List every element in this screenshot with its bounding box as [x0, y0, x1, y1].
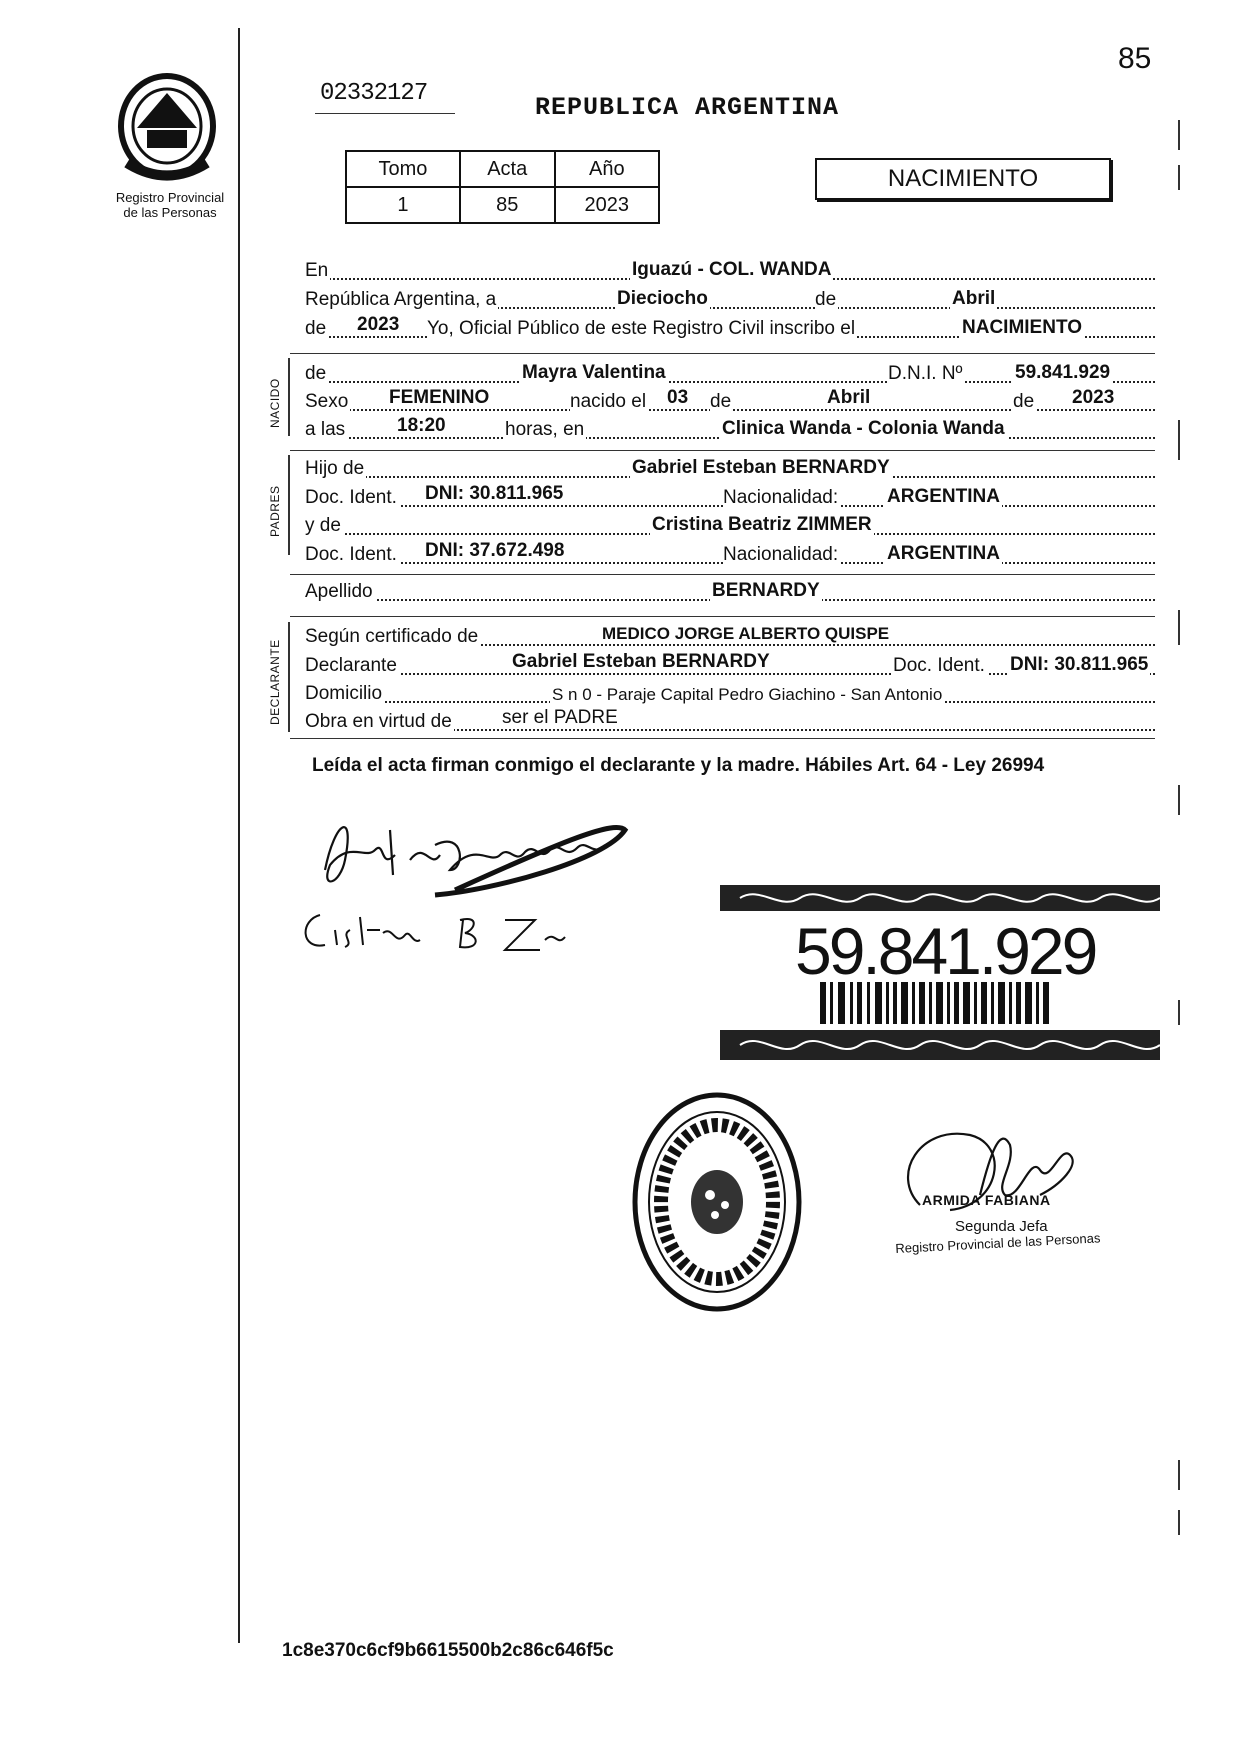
- separator-4: [290, 616, 1155, 617]
- birth-day: 03: [667, 387, 689, 408]
- y-de-label: y de: [305, 515, 341, 536]
- dni-sticker: [720, 885, 1160, 1065]
- provincial-seal-logo: [112, 68, 222, 188]
- birth-year: 2023: [1072, 387, 1115, 408]
- republica-label: República Argentina, a: [305, 289, 497, 310]
- nacido-line-3: [305, 415, 1155, 443]
- value-ano: 2023: [555, 187, 659, 223]
- official-signature: [890, 1115, 1090, 1225]
- right-margin-mark-5: [1178, 785, 1180, 815]
- declarante-bracket: [288, 622, 290, 732]
- document-hash: 1c8e370c6cf9b6615500b2c86c646f5c: [282, 1640, 614, 1661]
- doc1-label: Doc. Ident.: [305, 487, 397, 508]
- value-acta: 85: [460, 187, 555, 223]
- month-words: Abril: [952, 288, 996, 309]
- sexo-label: Sexo: [305, 391, 349, 412]
- registry-line2: de las Personas: [123, 205, 217, 220]
- domicilio-value: S n 0 - Paraje Capital Pedro Giachino - San Antonio: [552, 685, 943, 704]
- padres-bracket: [288, 455, 290, 555]
- signature-gabriel: [315, 800, 635, 910]
- act-type-box: [815, 158, 1111, 200]
- padres-line-3: [305, 514, 1155, 539]
- page-number: 85: [1118, 42, 1152, 75]
- sticker-dni-number: 59.841.929: [795, 914, 1096, 988]
- separator-5: [290, 738, 1155, 739]
- de-name-label: de: [305, 363, 327, 384]
- padres-line-1: [305, 457, 1155, 482]
- official-role: Segunda Jefa: [955, 1218, 1048, 1235]
- mother-doc: DNI: 37.672.498: [425, 540, 565, 561]
- right-margin-mark-8: [1178, 1510, 1180, 1535]
- right-margin-mark-2: [1178, 165, 1180, 190]
- official-name: ARMIDA FABIANA: [922, 1192, 1051, 1208]
- mother-nationality: ARGENTINA: [887, 543, 1000, 564]
- padres-line-4: [305, 540, 1155, 568]
- de-year-label: de: [1013, 391, 1035, 412]
- decl-line-4: [305, 707, 1155, 735]
- apellido-line: [305, 580, 1155, 605]
- right-margin-mark-1: [1178, 120, 1180, 150]
- year: 2023: [357, 314, 400, 335]
- official-stamp: [630, 1090, 805, 1315]
- a-las-label: a las: [305, 419, 346, 440]
- intro-line-3: [305, 314, 1155, 342]
- header-tomo: Tomo: [346, 151, 460, 187]
- apellido-value: BERNARDY: [712, 580, 820, 601]
- event: NACIMIENTO: [962, 317, 1082, 338]
- header-ano: Año: [555, 151, 659, 187]
- separator-2: [290, 450, 1155, 451]
- signature-cristina: [295, 895, 575, 965]
- header-acta: Acta: [460, 151, 555, 187]
- padres-line-2: [305, 483, 1155, 511]
- dni-label: D.N.I. Nº: [888, 363, 963, 384]
- intro-line-1: [305, 259, 1155, 284]
- domicilio-label: Domicilio: [305, 683, 383, 704]
- left-margin-line: [238, 28, 240, 1643]
- declarante-label: Declarante: [305, 655, 397, 676]
- right-margin-mark-3: [1178, 420, 1180, 460]
- de-label: de: [815, 289, 837, 310]
- apellido-label: Apellido: [305, 581, 373, 602]
- value-tomo: 1: [346, 187, 460, 223]
- nac1-label: Nacionalidad:: [723, 487, 839, 508]
- decl-line-3: [305, 685, 1155, 707]
- nacido-el-label: nacido el: [570, 391, 647, 412]
- father-doc: DNI: 30.811.965: [425, 483, 564, 504]
- closing-text: Leída el acta firman conmigo el declarante y la madre. Hábiles Art. 64 - Ley 26994: [312, 755, 1045, 776]
- intro-text: Yo, Oficial Público de este Registro Civil inscribo el: [427, 318, 856, 339]
- birth-time: 18:20: [397, 415, 446, 436]
- de-month-label: de: [710, 391, 732, 412]
- serial-number: 02332127: [320, 80, 428, 107]
- place: Iguazú - COL. WANDA: [632, 259, 832, 280]
- nacido-section-label: NACIDO: [268, 378, 282, 428]
- separator-3: [290, 574, 1155, 575]
- serial-underline: [315, 113, 455, 114]
- country-title: REPUBLICA ARGENTINA: [535, 93, 840, 122]
- record-table: [345, 150, 660, 224]
- nacido-line-1: [305, 362, 1155, 387]
- nac2-label: Nacionalidad:: [723, 544, 839, 565]
- hijo-de-label: Hijo de: [305, 458, 365, 479]
- decl-line-1: [305, 624, 1155, 650]
- sexo: FEMENINO: [389, 387, 490, 408]
- right-margin-mark-7: [1178, 1460, 1180, 1490]
- birth-place: Clinica Wanda - Colonia Wanda: [722, 418, 1005, 439]
- doc2-label: Doc. Ident.: [305, 544, 397, 565]
- registry-name: [90, 190, 250, 220]
- act-type: NACIMIENTO: [887, 165, 1039, 192]
- father-nationality: ARGENTINA: [887, 486, 1000, 507]
- day-words: Dieciocho: [617, 288, 708, 309]
- mother-name: Cristina Beatriz ZIMMER: [652, 514, 872, 535]
- padres-section-label: PADRES: [268, 485, 282, 537]
- obra-value: ser el PADRE: [502, 707, 618, 728]
- birth-month: Abril: [827, 387, 871, 408]
- official-org: Registro Provincial de las Personas: [895, 1230, 1101, 1256]
- nacido-line-2: [305, 387, 1155, 415]
- de2-label: de: [305, 318, 327, 339]
- separator-1: [290, 353, 1155, 354]
- right-margin-mark-6: [1178, 1000, 1180, 1025]
- declarante-doc: DNI: 30.811.965: [1010, 654, 1149, 675]
- en-label: En: [305, 260, 329, 281]
- cert-label: Según certificado de: [305, 626, 479, 647]
- decl-doc-label: Doc. Ident.: [893, 655, 985, 676]
- nacido-bracket: [288, 358, 290, 436]
- registry-line1: Registro Provincial: [115, 190, 225, 205]
- decl-line-2: [305, 651, 1155, 679]
- cert-value: MEDICO JORGE ALBERTO QUISPE: [602, 624, 890, 643]
- child-name: Mayra Valentina: [522, 362, 666, 383]
- horas-label: horas, en: [505, 419, 585, 440]
- father-name: Gabriel Esteban BERNARDY: [632, 457, 890, 478]
- obra-label: Obra en virtud de: [305, 711, 452, 732]
- declarante-section-label: DECLARANTE: [268, 639, 282, 725]
- declarante-name: Gabriel Esteban BERNARDY: [512, 651, 770, 672]
- child-dni: 59.841.929: [1015, 362, 1111, 383]
- right-margin-mark-4: [1178, 610, 1180, 645]
- intro-line-2: [305, 288, 1155, 313]
